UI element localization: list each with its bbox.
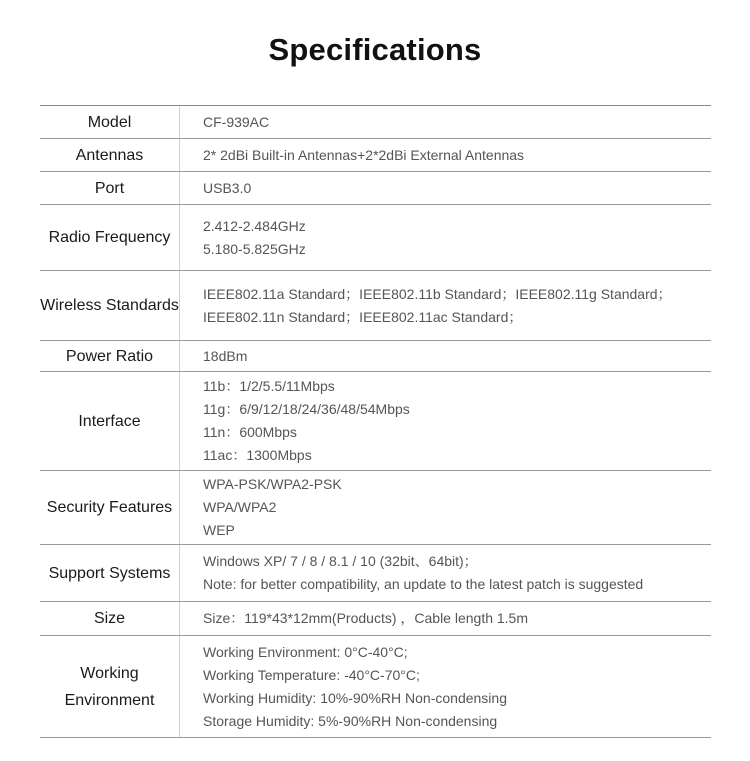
- spec-values: [180, 139, 711, 171]
- spec-label: Support Systems: [40, 545, 180, 601]
- spec-values: [180, 636, 711, 737]
- spec-value-line: Windows XP/ 7 / 8 / 8.1 / 10 (32bit、64bit)；: [203, 553, 478, 569]
- spec-label: Port: [40, 172, 180, 204]
- spec-row: [40, 341, 711, 372]
- spec-row: [40, 106, 711, 139]
- spec-value-line: 5.180-5.825GHz: [203, 240, 306, 257]
- spec-row: [40, 372, 711, 471]
- spec-value-line: 11n：600Mbps: [203, 424, 297, 440]
- page-title: Specifications: [268, 32, 482, 67]
- spec-label: Power Ratio: [40, 341, 180, 371]
- spec-label: Model: [40, 106, 180, 138]
- spec-label: Radio Frequency: [40, 205, 180, 270]
- spec-row: [40, 602, 711, 636]
- spec-value-line: Working Humidity: 10%-90%RH Non-condensing: [203, 689, 507, 706]
- spec-value-line: Note: for better compatibility, an update to the latest patch is suggested: [203, 576, 644, 592]
- spec-value-line: CF-939AC: [203, 113, 270, 130]
- spec-row: [40, 139, 711, 172]
- spec-label: Security Features: [40, 471, 180, 544]
- spec-values: [180, 372, 711, 470]
- spec-values: [180, 545, 711, 601]
- spec-row: [40, 471, 711, 545]
- spec-value-line: 18dBm: [203, 347, 248, 364]
- spec-label: Working Environment: [40, 636, 180, 737]
- spec-value-line: WEP: [203, 522, 235, 538]
- spec-value-line: 2* 2dBi Built-in Antennas+2*2dBi External Antennas: [203, 146, 525, 163]
- spec-value-line: 11ac：1300Mbps: [203, 447, 312, 463]
- spec-values: [180, 172, 711, 204]
- spec-row: [40, 205, 711, 271]
- spec-values: [180, 602, 711, 635]
- spec-row: [40, 636, 711, 738]
- spec-value-line: WPA-PSK/WPA2-PSK: [203, 476, 342, 492]
- spec-values: [180, 271, 711, 340]
- spec-value-line: IEEE802.11a Standard；IEEE802.11b Standard；IEEE802.11g Standard；: [203, 285, 672, 302]
- spec-value-line: IEEE802.11n Standard；IEEE802.11ac Standard；: [203, 308, 523, 325]
- spec-row: [40, 271, 711, 341]
- spec-value-line: 11g：6/9/12/18/24/36/48/54Mbps: [203, 401, 410, 417]
- spec-values: [180, 205, 711, 270]
- spec-row: [40, 172, 711, 205]
- spec-value-line: Working Temperature: -40°C-70°C;: [203, 666, 420, 683]
- spec-values: [180, 106, 711, 138]
- spec-row: [40, 545, 711, 602]
- spec-label: Wireless Standards: [40, 271, 180, 340]
- spec-values: [180, 341, 711, 371]
- spec-label: Interface: [40, 372, 180, 470]
- spec-value-line: USB3.0: [203, 179, 252, 196]
- spec-value-line: 2.412-2.484GHz: [203, 217, 306, 234]
- spec-label: Size: [40, 602, 180, 635]
- spec-value-line: Working Environment: 0°C-40°C;: [203, 643, 408, 660]
- spec-value-line: 11b：1/2/5.5/11Mbps: [203, 378, 335, 394]
- spec-table: [40, 105, 711, 738]
- spec-value-line: WPA/WPA2: [203, 499, 277, 515]
- spec-value-line: Storage Humidity: 5%-90%RH Non-condensing: [203, 712, 498, 729]
- spec-value-line: Size：119*43*12mm(Products) ，Cable length 1.5m: [203, 610, 529, 626]
- spec-label: Antennas: [40, 139, 180, 171]
- spec-values: [180, 471, 711, 544]
